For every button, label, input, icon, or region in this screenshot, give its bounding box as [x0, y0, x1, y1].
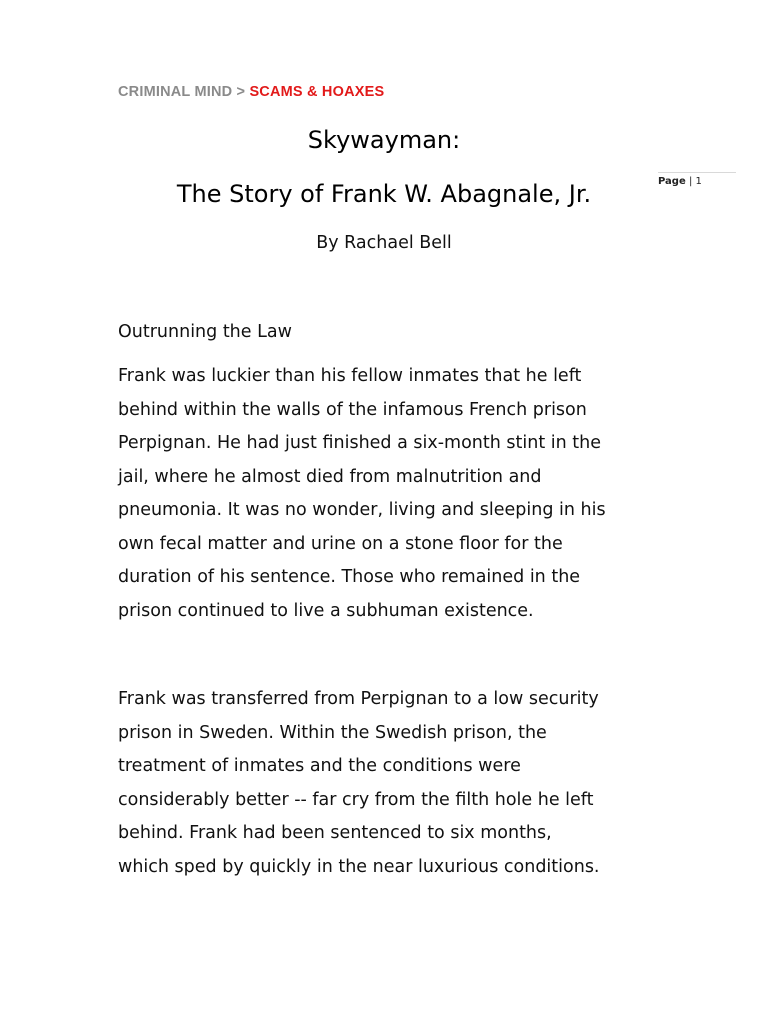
paragraph-line: behind within the walls of the infamous French prison	[118, 399, 587, 420]
paragraph-line: prison continued to live a subhuman existence.	[118, 600, 534, 621]
paragraph-line: Frank was transferred from Perpignan to a low security	[118, 689, 599, 709]
body-paragraph-2	[118, 683, 678, 884]
page-number-value: 1	[695, 176, 702, 187]
paragraph-line: behind. Frank had been sentenced to six months,	[118, 823, 552, 843]
document-subtitle: The Story of Frank W. Abagnale, Jr.	[176, 180, 592, 208]
page-number-label: Page	[658, 176, 686, 187]
breadcrumb	[118, 84, 384, 100]
breadcrumb-link-scams-hoaxes[interactable]: SCAMS & HOAXES	[249, 84, 385, 100]
breadcrumb-separator: >	[236, 84, 246, 100]
page-number-separator: |	[688, 176, 693, 187]
page-number	[658, 172, 736, 187]
author-byline: By Rachael Bell	[316, 233, 452, 253]
paragraph-line: Frank was luckier than his fellow inmates that he left	[118, 366, 582, 386]
paragraph-line: own fecal matter and urine on a stone floor for the	[118, 533, 563, 554]
paragraph-line: prison in Sweden. Within the Swedish prison, the	[118, 722, 547, 743]
paragraph-line: pneumonia. It was no wonder, living and sleeping in his	[118, 500, 606, 520]
paragraph-line: treatment of inmates and the conditions were	[118, 756, 521, 776]
paragraph-line: considerably better -- far cry from the filth hole he left	[118, 789, 594, 810]
paragraph-line: duration of his sentence. Those who remained in the	[118, 567, 581, 587]
document-title: Skywayman:	[307, 126, 461, 154]
paragraph-line: jail, where he almost died from malnutrition and	[118, 466, 542, 487]
paragraph-line: which sped by quickly in the near luxurious conditions.	[118, 856, 600, 877]
section-heading: Outrunning the Law	[118, 322, 292, 342]
breadcrumb-link-criminal-mind[interactable]: CRIMINAL MIND	[118, 84, 233, 100]
paragraph-line: Perpignan. He had just finished a six-month stint in the	[118, 433, 601, 453]
body-paragraph-1	[118, 360, 678, 628]
